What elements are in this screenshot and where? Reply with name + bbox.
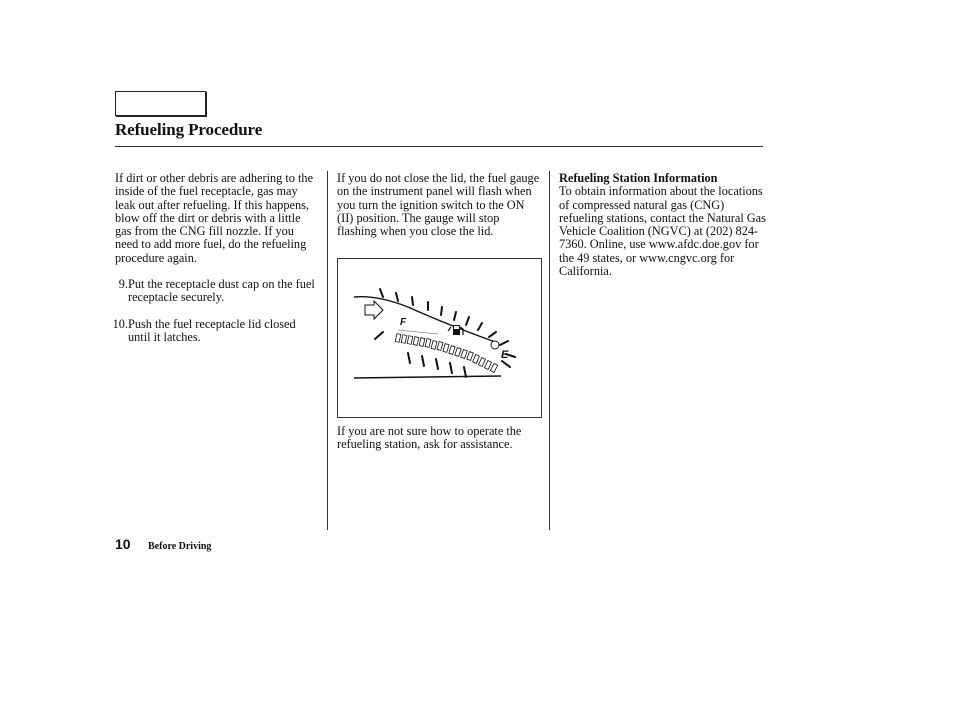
fuel-bar-segments — [395, 334, 497, 373]
gauge-scale-line — [398, 330, 438, 334]
gauge-full-label: F — [400, 317, 407, 328]
section-heading: Refueling Station Information — [559, 171, 718, 185]
fuel-pump-icon — [448, 325, 463, 335]
page-title: Refueling Procedure — [115, 120, 263, 139]
debris-paragraph: If dirt or other debris are adhering to the inside of the fuel receptacle, gas may leak out after refueling. If this happens, blow off the dirt or debris with a little gas from the CNG fill nozzle. If you need to add more fuel, do the refueling procedure again. — [115, 171, 314, 265]
step-number: 10. — [112, 317, 128, 331]
page-number: 10 — [115, 536, 131, 552]
indicator-lamp — [491, 341, 499, 349]
section-tab-box — [115, 91, 206, 116]
step-number: 9. — [118, 277, 128, 291]
column-divider — [549, 171, 550, 530]
cluster-bottom-line — [354, 376, 501, 378]
pointer-arrow-icon — [365, 301, 383, 319]
lid-warning-paragraph: If you do not close the lid, the fuel gauge on the instrument panel will flash when you turn the ignition switch to the ON (II) position. The gauge will stop flashing when you close the lid. — [337, 171, 540, 239]
step-text: Push the fuel receptacle lid closed until it latches. — [128, 317, 296, 345]
step-text: Put the receptacle dust cap on the fuel receptacle securely. — [128, 277, 315, 305]
fuel-gauge-drawing — [338, 259, 543, 419]
title-rule — [115, 146, 763, 147]
refueling-station-info — [559, 172, 769, 278]
gauge-empty-label: E — [501, 349, 509, 361]
assistance-paragraph: If you are not sure how to operate the refueling station, ask for assistance. — [337, 424, 522, 452]
fuel-gauge-illustration — [337, 258, 542, 418]
column-divider — [327, 171, 328, 530]
section-name: Before Driving — [148, 541, 212, 552]
station-info-paragraph: To obtain information about the locations of compressed natural gas (CNG) refueling stations, contact the Natural Gas Vehicle Coalition (NGVC) at (202) 824-7360. Online, use www.afdc.doe.gov for the 49 states, or www.cngvc.org for California. — [559, 184, 766, 279]
